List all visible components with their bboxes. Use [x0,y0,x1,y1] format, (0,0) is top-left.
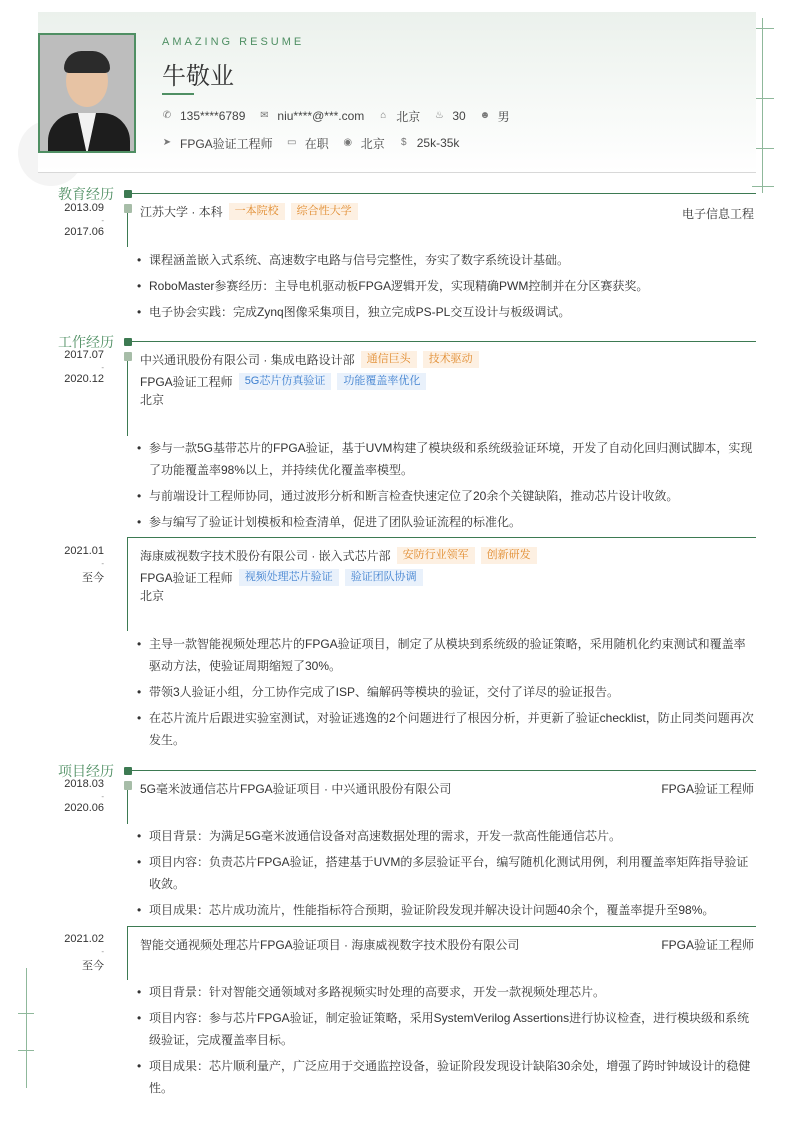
location-icon: ◉ [343,137,353,148]
work-bullet: • 带领3人验证小组，分工协作完成了ISP、编解码等模块的验证，交付了详尽的验证报告。 [137,685,620,699]
school-name: 江苏大学 · 本科 [140,205,223,219]
money-icon: $ [400,137,407,148]
project-bullet: • 项目背景：为满足5G毫米波通信设备对高速数据处理的需求，开发一款高性能通信芯片。 [137,829,622,843]
project-role: FPGA验证工程师 [661,782,754,796]
phone-icon: ✆ [162,110,172,121]
edu-date-sep: - [101,216,104,225]
work-end-date: 至今 [82,572,104,584]
project-end-date: 至今 [82,960,104,972]
company-name: 海康威视数字技术股份有限公司 · 嵌入式芯片部 [140,549,391,563]
role-tag: 功能覆盖率优化 [337,373,426,390]
project-start-date: 2018.03 [64,778,104,790]
company-tag: 安防行业领军 [397,547,475,564]
role-name: FPGA验证工程师 [140,571,233,585]
age-value: 30 [452,109,466,123]
project-date-sep: - [101,792,104,801]
home-icon: ⌂ [380,110,387,121]
project-role: FPGA验证工程师 [661,938,754,952]
school-tag: 综合性大学 [291,203,358,220]
entry-line [128,537,756,538]
project-bullet: • 项目成果：芯片顺利量产，广泛应用于交通监控设备，验证阶段发现设计缺陷30余处，增强了跨时钟域设计的稳健性。 [137,1059,751,1095]
salary-value: 25k-35k [416,136,460,150]
city-value: 北京 [360,136,385,151]
briefcase-icon: ▭ [286,137,297,148]
gender-value: 男 [497,109,510,124]
edu-start-date: 2013.09 [64,202,104,214]
gender-icon: ☻ [479,110,491,121]
work-role-row [140,569,423,586]
section-line [128,341,756,342]
project-bullet: • 项目内容：负责芯片FPGA验证，搭建基于UVM的多层验证平台，编写随机化测试用例，利用覆盖率矩阵指导验证收敛。 [137,855,749,891]
role-name: FPGA验证工程师 [140,375,233,389]
hometown-value: 北京 [396,109,421,124]
edu-bullet: • 课程涵盖嵌入式系统、高速数字电路与信号完整性，夯实了数字系统设计基础。 [137,253,570,267]
work-start-date: 2017.07 [64,349,104,361]
project-start-date: 2021.02 [64,933,104,945]
company-tag: 通信巨头 [361,351,417,368]
work-location: 北京 [140,589,165,603]
contact-row [162,108,524,124]
project-section-title: 项目经历 [58,763,114,779]
project-bullet: • 项目背景：针对智能交通领域对多路视频实时处理的高要求，开发一款视频处理芯片。 [137,985,606,999]
entry-marker [124,781,132,790]
project-end-date: 2020.06 [64,802,104,814]
work-bullet: • 参与编写了验证计划模板和检查清单，促进了团队验证流程的标准化。 [137,515,522,529]
entry-timeline [127,926,128,980]
section-line [128,193,756,194]
entry-timeline [127,213,128,247]
work-company-row [140,351,479,368]
work-date-sep: - [101,559,104,568]
education-section-title: 教育经历 [58,186,114,202]
edu-school-row [140,203,358,220]
edu-major: 电子信息工程 [681,207,754,221]
work-bullet: • 参与一款5G基带芯片的FPGA验证，基于UVM构建了模块级和系统级验证环境，开发了自动化回归测试脚本，实现了功能覆盖率98%以上，并持续优化覆盖率模型。 [137,441,753,477]
work-start-date: 2021.01 [64,545,104,557]
project-bullet: • 项目成果：芯片成功流片，性能指标符合预期，验证阶段发现并解决设计问题40余个，覆盖率提升至98%。 [137,903,715,917]
work-company-row [140,547,537,564]
profile-photo [38,33,136,153]
status-value: 在职 [304,136,329,151]
edu-bullet: • RoboMaster参赛经历：主导电机驱动板FPGA逻辑开发，实现精确PWM控制并在分区赛获奖。 [137,279,649,293]
send-icon: ➤ [162,137,172,148]
role-tag: 视频处理芯片验证 [239,569,339,586]
project-bullet: • 项目内容：参与芯片FPGA验证，制定验证策略，采用SystemVerilog Assertions进行协议检查，进行模块级和系统级验证，完成覆盖率目标。 [137,1011,750,1047]
entry-marker [124,204,132,213]
entry-timeline [127,790,128,824]
work-location: 北京 [140,393,165,407]
company-tag: 技术驱动 [423,351,479,368]
brand-label: AMAZING RESUME [162,36,305,48]
edu-bullet: • 电子协会实践：完成Zynq图像采集项目，独立完成PS-PL交互设计与板级调试。 [137,305,571,319]
project-title: 5G毫米波通信芯片FPGA验证项目 · 中兴通讯股份有限公司 [140,782,452,796]
work-bullet: • 与前端设计工程师协同，通过波形分析和断言检查快速定位了20余个关键缺陷，推动芯片设计收敛。 [137,489,679,503]
school-tag: 一本院校 [229,203,285,220]
work-bullet: • 主导一款智能视频处理芯片的FPGA验证项目，制定了从模块到系统级的验证策略，采用随机化约束测试和覆盖率驱动方法，使验证周期缩短了30%。 [137,637,746,673]
job-intent-row [162,135,473,151]
project-date-sep: - [101,947,104,956]
work-bullet: • 在芯片流片后跟进实验室测试，对验证逃逸的2个问题进行了根因分析，并更新了验证checklist，防止同类问题再次发生。 [137,711,754,747]
header-divider [38,172,756,173]
role-tag: 验证团队协调 [345,569,423,586]
email-value: niu****@***.com [277,109,365,123]
company-tag: 创新研发 [481,547,537,564]
work-date-sep: - [101,363,104,372]
section-marker [124,767,132,775]
name-underline [162,93,194,95]
decorative-lines-left [16,968,36,1088]
section-marker [124,338,132,346]
project-title: 智能交通视频处理芯片FPGA验证项目 · 海康威视数字技术股份有限公司 [140,938,520,952]
company-name: 中兴通讯股份有限公司 · 集成电路设计部 [140,353,355,367]
section-marker [124,190,132,198]
phone-value: 135****6789 [180,109,246,123]
work-end-date: 2020.12 [64,373,104,385]
section-line [128,770,756,771]
edu-end-date: 2017.06 [64,226,104,238]
candidate-name: 牛敬业 [162,63,234,90]
entry-timeline [127,537,128,631]
work-role-row [140,373,426,390]
email-icon: ✉ [260,110,269,121]
position-value: FPGA验证工程师 [180,136,273,151]
cake-icon: ♨ [434,110,444,121]
role-tag: 5G芯片仿真验证 [239,373,332,390]
entry-timeline [127,361,128,436]
work-section-title: 工作经历 [58,334,114,350]
entry-line [128,926,756,927]
entry-marker [124,352,132,361]
